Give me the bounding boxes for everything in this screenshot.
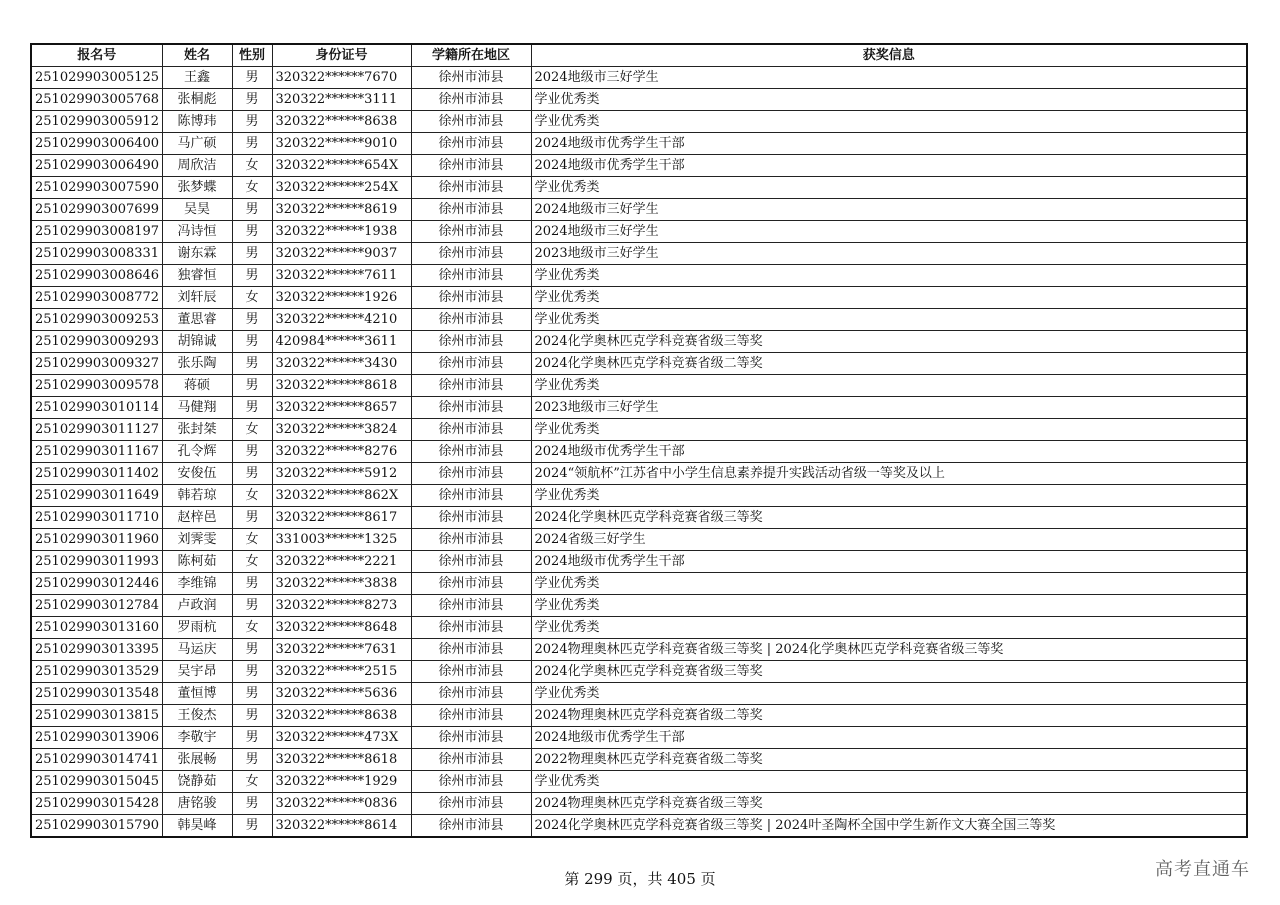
cell-gender: 女 bbox=[232, 419, 272, 441]
table-row bbox=[31, 199, 1247, 221]
cell-registration-no: 251029903014741 bbox=[31, 749, 162, 771]
cell-id-number: 320322******473X bbox=[272, 727, 411, 749]
cell-name: 陈柯茹 bbox=[162, 551, 232, 573]
cell-gender: 男 bbox=[232, 705, 272, 727]
cell-award-info: 2024物理奥林匹克学科竞赛省级三等奖 | 2024化学奥林匹克学科竞赛省级三等奖 bbox=[531, 639, 1247, 661]
cell-id-number: 320322******2515 bbox=[272, 661, 411, 683]
cell-region: 徐州市沛县 bbox=[411, 639, 531, 661]
cell-id-number: 320322******8638 bbox=[272, 111, 411, 133]
cell-name: 卢政润 bbox=[162, 595, 232, 617]
table-row bbox=[31, 485, 1247, 507]
cell-gender: 男 bbox=[232, 463, 272, 485]
cell-id-number: 320322******8617 bbox=[272, 507, 411, 529]
header-name: 姓名 bbox=[162, 44, 232, 67]
table-row bbox=[31, 573, 1247, 595]
table-row bbox=[31, 749, 1247, 771]
cell-registration-no: 251029903008772 bbox=[31, 287, 162, 309]
cell-id-number: 320322******1929 bbox=[272, 771, 411, 793]
cell-registration-no: 251029903011960 bbox=[31, 529, 162, 551]
cell-region: 徐州市沛县 bbox=[411, 529, 531, 551]
cell-registration-no: 251029903011710 bbox=[31, 507, 162, 529]
cell-id-number: 320322******654X bbox=[272, 155, 411, 177]
cell-id-number: 320322******8618 bbox=[272, 375, 411, 397]
cell-region: 徐州市沛县 bbox=[411, 815, 531, 838]
cell-registration-no: 251029903013906 bbox=[31, 727, 162, 749]
cell-award-info: 2024化学奥林匹克学科竞赛省级三等奖 bbox=[531, 331, 1247, 353]
cell-gender: 女 bbox=[232, 617, 272, 639]
cell-id-number: 420984******3611 bbox=[272, 331, 411, 353]
cell-registration-no: 251029903005912 bbox=[31, 111, 162, 133]
cell-id-number: 320322******8618 bbox=[272, 749, 411, 771]
cell-award-info: 学业优秀类 bbox=[531, 287, 1247, 309]
cell-id-number: 320322******7611 bbox=[272, 265, 411, 287]
cell-id-number: 320322******254X bbox=[272, 177, 411, 199]
cell-registration-no: 251029903008197 bbox=[31, 221, 162, 243]
table-row bbox=[31, 595, 1247, 617]
cell-region: 徐州市沛县 bbox=[411, 243, 531, 265]
cell-gender: 男 bbox=[232, 441, 272, 463]
watermark-text: 高考直通车 bbox=[1155, 859, 1250, 880]
cell-gender: 男 bbox=[232, 221, 272, 243]
table-row bbox=[31, 419, 1247, 441]
cell-registration-no: 251029903012446 bbox=[31, 573, 162, 595]
cell-award-info: 2024地级市三好学生 bbox=[531, 67, 1247, 89]
cell-id-number: 320322******1926 bbox=[272, 287, 411, 309]
cell-gender: 女 bbox=[232, 287, 272, 309]
cell-registration-no: 251029903008646 bbox=[31, 265, 162, 287]
cell-award-info: 2024省级三好学生 bbox=[531, 529, 1247, 551]
table-row bbox=[31, 155, 1247, 177]
cell-id-number: 320322******5912 bbox=[272, 463, 411, 485]
table-row bbox=[31, 617, 1247, 639]
cell-gender: 男 bbox=[232, 199, 272, 221]
cell-id-number: 320322******4210 bbox=[272, 309, 411, 331]
cell-name: 周欣洁 bbox=[162, 155, 232, 177]
cell-gender: 女 bbox=[232, 529, 272, 551]
cell-region: 徐州市沛县 bbox=[411, 221, 531, 243]
cell-gender: 男 bbox=[232, 793, 272, 815]
cell-region: 徐州市沛县 bbox=[411, 771, 531, 793]
table-row bbox=[31, 67, 1247, 89]
cell-registration-no: 251029903007590 bbox=[31, 177, 162, 199]
cell-name: 独睿恒 bbox=[162, 265, 232, 287]
cell-registration-no: 251029903005768 bbox=[31, 89, 162, 111]
cell-region: 徐州市沛县 bbox=[411, 375, 531, 397]
table-body bbox=[31, 67, 1247, 838]
cell-name: 吴宇昂 bbox=[162, 661, 232, 683]
cell-gender: 男 bbox=[232, 89, 272, 111]
cell-name: 王鑫 bbox=[162, 67, 232, 89]
cell-name: 李敬宇 bbox=[162, 727, 232, 749]
table-row bbox=[31, 397, 1247, 419]
table-row bbox=[31, 243, 1247, 265]
cell-gender: 男 bbox=[232, 309, 272, 331]
cell-registration-no: 251029903008331 bbox=[31, 243, 162, 265]
cell-id-number: 320322******8276 bbox=[272, 441, 411, 463]
cell-registration-no: 251029903013548 bbox=[31, 683, 162, 705]
cell-name: 唐铭骏 bbox=[162, 793, 232, 815]
cell-region: 徐州市沛县 bbox=[411, 683, 531, 705]
cell-name: 张乐陶 bbox=[162, 353, 232, 375]
cell-name: 马健翔 bbox=[162, 397, 232, 419]
cell-name: 张封桀 bbox=[162, 419, 232, 441]
table-row bbox=[31, 507, 1247, 529]
table-row bbox=[31, 727, 1247, 749]
cell-gender: 男 bbox=[232, 573, 272, 595]
cell-gender: 男 bbox=[232, 661, 272, 683]
cell-gender: 女 bbox=[232, 551, 272, 573]
cell-region: 徐州市沛县 bbox=[411, 793, 531, 815]
cell-award-info: 学业优秀类 bbox=[531, 111, 1247, 133]
cell-region: 徐州市沛县 bbox=[411, 507, 531, 529]
cell-award-info: 学业优秀类 bbox=[531, 309, 1247, 331]
cell-id-number: 320322******8614 bbox=[272, 815, 411, 838]
table-row bbox=[31, 529, 1247, 551]
cell-award-info: 2024化学奥林匹克学科竞赛省级二等奖 bbox=[531, 353, 1247, 375]
cell-registration-no: 251029903009253 bbox=[31, 309, 162, 331]
cell-name: 王俊杰 bbox=[162, 705, 232, 727]
cell-registration-no: 251029903012784 bbox=[31, 595, 162, 617]
cell-name: 韩若琼 bbox=[162, 485, 232, 507]
cell-id-number: 320322******7670 bbox=[272, 67, 411, 89]
page-number: 第 299 页，共 405 页 bbox=[564, 870, 716, 888]
cell-name: 罗雨杭 bbox=[162, 617, 232, 639]
table-row bbox=[31, 661, 1247, 683]
cell-gender: 男 bbox=[232, 375, 272, 397]
cell-award-info: 学业优秀类 bbox=[531, 617, 1247, 639]
table-row bbox=[31, 265, 1247, 287]
cell-id-number: 320322******8648 bbox=[272, 617, 411, 639]
cell-award-info: 2024地级市优秀学生干部 bbox=[531, 727, 1247, 749]
table-header bbox=[31, 44, 1247, 67]
cell-name: 饶静茹 bbox=[162, 771, 232, 793]
cell-region: 徐州市沛县 bbox=[411, 155, 531, 177]
cell-gender: 男 bbox=[232, 331, 272, 353]
cell-registration-no: 251029903007699 bbox=[31, 199, 162, 221]
cell-id-number: 331003******1325 bbox=[272, 529, 411, 551]
cell-award-info: 学业优秀类 bbox=[531, 265, 1247, 287]
cell-region: 徐州市沛县 bbox=[411, 551, 531, 573]
cell-region: 徐州市沛县 bbox=[411, 177, 531, 199]
cell-name: 张桐彪 bbox=[162, 89, 232, 111]
table-row bbox=[31, 287, 1247, 309]
cell-id-number: 320322******8638 bbox=[272, 705, 411, 727]
cell-id-number: 320322******3430 bbox=[272, 353, 411, 375]
cell-gender: 男 bbox=[232, 595, 272, 617]
cell-region: 徐州市沛县 bbox=[411, 573, 531, 595]
cell-gender: 男 bbox=[232, 727, 272, 749]
cell-award-info: 2024化学奥林匹克学科竞赛省级三等奖 | 2024叶圣陶杯全国中学生新作文大赛全国三等奖 bbox=[531, 815, 1247, 838]
cell-registration-no: 251029903005125 bbox=[31, 67, 162, 89]
cell-gender: 男 bbox=[232, 639, 272, 661]
cell-registration-no: 251029903015790 bbox=[31, 815, 162, 838]
cell-registration-no: 251029903013815 bbox=[31, 705, 162, 727]
cell-registration-no: 251029903010114 bbox=[31, 397, 162, 419]
cell-region: 徐州市沛县 bbox=[411, 661, 531, 683]
header-id-number: 身份证号 bbox=[272, 44, 411, 67]
cell-name: 张展畅 bbox=[162, 749, 232, 771]
cell-region: 徐州市沛县 bbox=[411, 595, 531, 617]
cell-award-info: 2023地级市三好学生 bbox=[531, 243, 1247, 265]
cell-id-number: 320322******1938 bbox=[272, 221, 411, 243]
cell-award-info: 学业优秀类 bbox=[531, 683, 1247, 705]
cell-registration-no: 251029903006490 bbox=[31, 155, 162, 177]
header-gender: 性别 bbox=[232, 44, 272, 67]
table-row bbox=[31, 221, 1247, 243]
table-row bbox=[31, 771, 1247, 793]
cell-id-number: 320322******3838 bbox=[272, 573, 411, 595]
cell-award-info: 2024地级市三好学生 bbox=[531, 221, 1247, 243]
cell-registration-no: 251029903006400 bbox=[31, 133, 162, 155]
table-row bbox=[31, 133, 1247, 155]
cell-name: 董思睿 bbox=[162, 309, 232, 331]
cell-id-number: 320322******8657 bbox=[272, 397, 411, 419]
cell-award-info: 2023地级市三好学生 bbox=[531, 397, 1247, 419]
cell-region: 徐州市沛县 bbox=[411, 463, 531, 485]
cell-registration-no: 251029903011127 bbox=[31, 419, 162, 441]
cell-registration-no: 251029903011167 bbox=[31, 441, 162, 463]
cell-award-info: 2024地级市优秀学生干部 bbox=[531, 133, 1247, 155]
cell-registration-no: 251029903015045 bbox=[31, 771, 162, 793]
cell-award-info: 2024地级市三好学生 bbox=[531, 199, 1247, 221]
cell-award-info: 学业优秀类 bbox=[531, 177, 1247, 199]
cell-region: 徐州市沛县 bbox=[411, 67, 531, 89]
cell-id-number: 320322******862X bbox=[272, 485, 411, 507]
cell-name: 张梦蝶 bbox=[162, 177, 232, 199]
cell-region: 徐州市沛县 bbox=[411, 353, 531, 375]
cell-region: 徐州市沛县 bbox=[411, 441, 531, 463]
cell-region: 徐州市沛县 bbox=[411, 199, 531, 221]
table-row bbox=[31, 639, 1247, 661]
cell-gender: 男 bbox=[232, 749, 272, 771]
cell-award-info: 学业优秀类 bbox=[531, 573, 1247, 595]
cell-registration-no: 251029903013529 bbox=[31, 661, 162, 683]
cell-region: 徐州市沛县 bbox=[411, 309, 531, 331]
cell-gender: 男 bbox=[232, 111, 272, 133]
cell-region: 徐州市沛县 bbox=[411, 727, 531, 749]
cell-award-info: 学业优秀类 bbox=[531, 771, 1247, 793]
cell-region: 徐州市沛县 bbox=[411, 705, 531, 727]
table-row bbox=[31, 463, 1247, 485]
cell-registration-no: 251029903009327 bbox=[31, 353, 162, 375]
table-row bbox=[31, 331, 1247, 353]
cell-id-number: 320322******9010 bbox=[272, 133, 411, 155]
cell-id-number: 320322******0836 bbox=[272, 793, 411, 815]
table-row bbox=[31, 683, 1247, 705]
cell-name: 马运庆 bbox=[162, 639, 232, 661]
cell-award-info: 2024化学奥林匹克学科竞赛省级三等奖 bbox=[531, 507, 1247, 529]
cell-award-info: 学业优秀类 bbox=[531, 595, 1247, 617]
header-award-info: 获奖信息 bbox=[531, 44, 1247, 67]
table-row bbox=[31, 551, 1247, 573]
cell-region: 徐州市沛县 bbox=[411, 397, 531, 419]
cell-award-info: 学业优秀类 bbox=[531, 89, 1247, 111]
cell-name: 胡锦诚 bbox=[162, 331, 232, 353]
cell-gender: 女 bbox=[232, 177, 272, 199]
cell-award-info: 2024地级市优秀学生干部 bbox=[531, 155, 1247, 177]
table-row bbox=[31, 177, 1247, 199]
table-row bbox=[31, 705, 1247, 727]
cell-registration-no: 251029903015428 bbox=[31, 793, 162, 815]
cell-award-info: 2024物理奥林匹克学科竞赛省级三等奖 bbox=[531, 793, 1247, 815]
cell-name: 吴昊 bbox=[162, 199, 232, 221]
cell-gender: 女 bbox=[232, 771, 272, 793]
cell-name: 李维锦 bbox=[162, 573, 232, 595]
cell-award-info: 学业优秀类 bbox=[531, 485, 1247, 507]
cell-id-number: 320322******5636 bbox=[272, 683, 411, 705]
table-row bbox=[31, 793, 1247, 815]
cell-name: 冯诗恒 bbox=[162, 221, 232, 243]
cell-region: 徐州市沛县 bbox=[411, 89, 531, 111]
cell-award-info: 2024化学奥林匹克学科竞赛省级三等奖 bbox=[531, 661, 1247, 683]
cell-award-info: 2022物理奥林匹克学科竞赛省级二等奖 bbox=[531, 749, 1247, 771]
table-row bbox=[31, 375, 1247, 397]
cell-name: 韩昊峰 bbox=[162, 815, 232, 838]
cell-gender: 男 bbox=[232, 683, 272, 705]
table-row bbox=[31, 111, 1247, 133]
cell-region: 徐州市沛县 bbox=[411, 111, 531, 133]
cell-award-info: 学业优秀类 bbox=[531, 375, 1247, 397]
table-row bbox=[31, 815, 1247, 838]
cell-gender: 男 bbox=[232, 507, 272, 529]
cell-registration-no: 251029903013395 bbox=[31, 639, 162, 661]
cell-region: 徐州市沛县 bbox=[411, 419, 531, 441]
cell-registration-no: 251029903013160 bbox=[31, 617, 162, 639]
cell-region: 徐州市沛县 bbox=[411, 617, 531, 639]
table-row bbox=[31, 89, 1247, 111]
cell-gender: 男 bbox=[232, 353, 272, 375]
cell-name: 赵梓邑 bbox=[162, 507, 232, 529]
cell-award-info: 学业优秀类 bbox=[531, 419, 1247, 441]
header-registration-no: 报名号 bbox=[31, 44, 162, 67]
cell-registration-no: 251029903009293 bbox=[31, 331, 162, 353]
cell-region: 徐州市沛县 bbox=[411, 331, 531, 353]
cell-award-info: 2024物理奥林匹克学科竞赛省级二等奖 bbox=[531, 705, 1247, 727]
cell-id-number: 320322******8273 bbox=[272, 595, 411, 617]
cell-gender: 男 bbox=[232, 67, 272, 89]
table-row bbox=[31, 309, 1247, 331]
cell-gender: 男 bbox=[232, 815, 272, 838]
cell-gender: 女 bbox=[232, 485, 272, 507]
cell-registration-no: 251029903009578 bbox=[31, 375, 162, 397]
cell-name: 谢东霖 bbox=[162, 243, 232, 265]
cell-gender: 男 bbox=[232, 243, 272, 265]
cell-registration-no: 251029903011649 bbox=[31, 485, 162, 507]
cell-award-info: 2024地级市优秀学生干部 bbox=[531, 551, 1247, 573]
cell-gender: 男 bbox=[232, 265, 272, 287]
cell-id-number: 320322******3111 bbox=[272, 89, 411, 111]
award-list-sheet bbox=[30, 43, 1248, 838]
cell-award-info: 2024地级市优秀学生干部 bbox=[531, 441, 1247, 463]
cell-region: 徐州市沛县 bbox=[411, 287, 531, 309]
header-region: 学籍所在地区 bbox=[411, 44, 531, 67]
cell-registration-no: 251029903011402 bbox=[31, 463, 162, 485]
cell-name: 孔令辉 bbox=[162, 441, 232, 463]
cell-name: 陈博玮 bbox=[162, 111, 232, 133]
cell-id-number: 320322******3824 bbox=[272, 419, 411, 441]
cell-name: 马广硕 bbox=[162, 133, 232, 155]
cell-name: 刘霁雯 bbox=[162, 529, 232, 551]
cell-region: 徐州市沛县 bbox=[411, 749, 531, 771]
cell-registration-no: 251029903011993 bbox=[31, 551, 162, 573]
cell-id-number: 320322******9037 bbox=[272, 243, 411, 265]
cell-name: 蒋硕 bbox=[162, 375, 232, 397]
cell-gender: 男 bbox=[232, 133, 272, 155]
award-table bbox=[30, 43, 1248, 838]
cell-id-number: 320322******2221 bbox=[272, 551, 411, 573]
cell-name: 安俊伍 bbox=[162, 463, 232, 485]
cell-region: 徐州市沛县 bbox=[411, 485, 531, 507]
cell-gender: 女 bbox=[232, 155, 272, 177]
cell-region: 徐州市沛县 bbox=[411, 265, 531, 287]
cell-id-number: 320322******8619 bbox=[272, 199, 411, 221]
cell-id-number: 320322******7631 bbox=[272, 639, 411, 661]
table-row bbox=[31, 353, 1247, 375]
cell-name: 董恒博 bbox=[162, 683, 232, 705]
cell-region: 徐州市沛县 bbox=[411, 133, 531, 155]
table-row bbox=[31, 441, 1247, 463]
cell-name: 刘轩辰 bbox=[162, 287, 232, 309]
cell-award-info: 2024“领航杯”江苏省中小学生信息素养提升实践活动省级一等奖及以上 bbox=[531, 463, 1247, 485]
cell-gender: 男 bbox=[232, 397, 272, 419]
